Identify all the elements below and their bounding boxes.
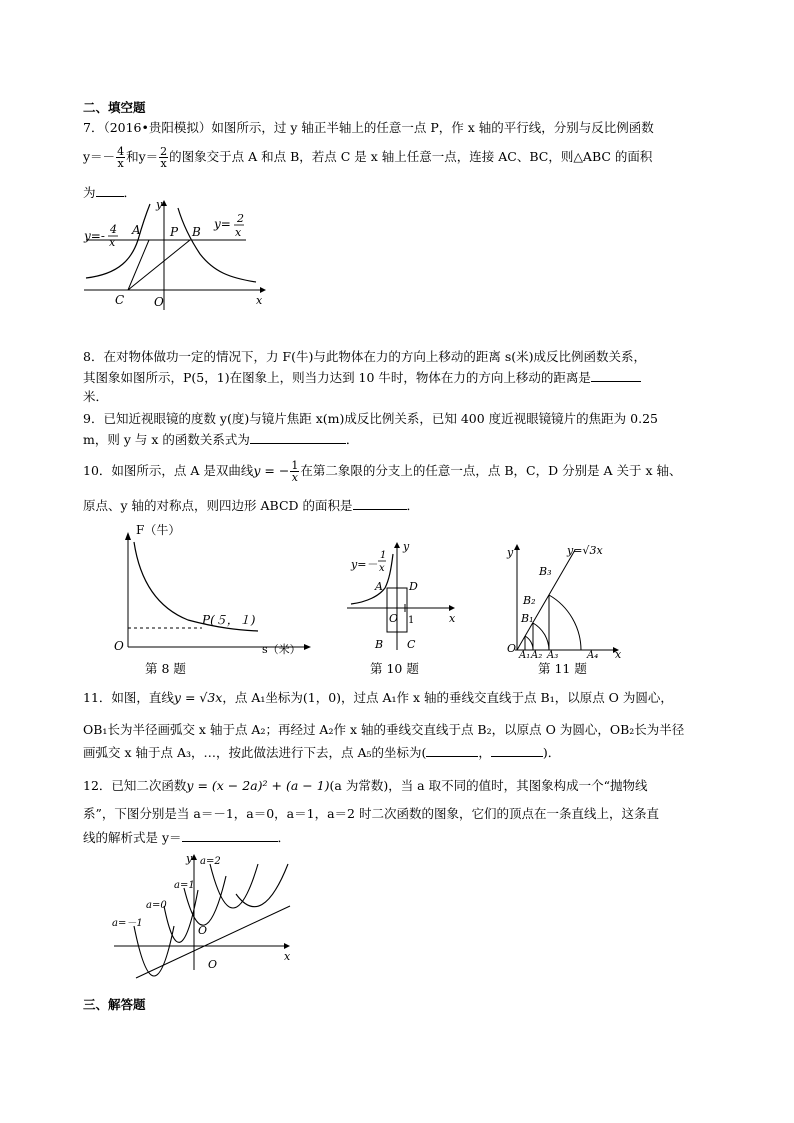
svg-text:x: x <box>256 294 263 307</box>
q7-answer-blank <box>96 184 124 197</box>
q9-line1: 9．已知近视眼镜的度数 y(度)与镜片焦距 x(m)成反比例关系，已知 400 度近视眼镜镜片的焦距为 0.25 <box>83 411 658 426</box>
q8-point-label: P(５，１) <box>202 613 256 627</box>
q7-segment-ac <box>128 240 149 290</box>
q7-label-c: C <box>115 293 125 307</box>
q9-answer-blank <box>250 431 346 444</box>
svg-text:O: O <box>389 612 399 625</box>
q7-frac1: $\frac{4}{x}$ <box>117 145 125 170</box>
q10-answer-blank <box>353 497 407 510</box>
q12-line1: 12．已知二次函数y = (x − 2a)² + (a − 1)(a 为常数)，当 a 取不同的值时，其图象构成一个“抛物线 <box>83 778 648 793</box>
q12-figure <box>112 850 297 982</box>
svg-text:O: O <box>114 639 124 653</box>
svg-text:A₁: A₁ <box>519 650 531 661</box>
svg-text:C: C <box>407 638 416 651</box>
q12-parabola-a-0 <box>164 890 198 942</box>
q8-ylabel: F（牛） <box>136 523 181 537</box>
svg-text:x: x <box>615 648 622 661</box>
svg-text:B₂: B₂ <box>523 594 536 607</box>
q7-label-o: O <box>154 295 164 309</box>
q8-answer-blank <box>591 369 641 382</box>
q10-line1: 10．如图所示，点 A 是双曲线y = − $\frac{1}{x}$ 在第二象限的分支上的任意一点，点 B，C，D 分别是 A 关于 x 轴、 <box>83 459 682 484</box>
q10-caption: 第 10 题 <box>370 661 419 676</box>
q7-figure <box>80 198 270 313</box>
svg-text:a=2: a=2 <box>200 856 221 867</box>
q11-figure <box>505 540 623 661</box>
q8-caption: 第 8 题 <box>145 661 186 676</box>
q7-left-eq: y=- <box>84 229 105 243</box>
svg-text:y: y <box>507 546 514 559</box>
q7-segment-bc <box>128 240 190 290</box>
q7-line1: 7．（2016•贵阳模拟）如图所示，过 y 轴正半轴上的任意一点 P，作 x 轴的平行线，分别与反比例函数 <box>83 120 654 135</box>
q10-line2: 原点、y 轴的对称点，则四边形 ABCD 的面积是 ． <box>83 498 420 513</box>
section-title-3: 三、解答题 <box>83 997 146 1012</box>
svg-text:D: D <box>409 580 418 593</box>
q8-xlabel: s（米） <box>262 643 301 656</box>
svg-text:A₄: A₄ <box>587 650 599 661</box>
svg-text:B₁: B₁ <box>521 612 534 625</box>
section-title: 二、填空题 <box>83 100 146 115</box>
q11-answer-blank-1 <box>426 744 478 757</box>
svg-text:A₂: A₂ <box>531 650 543 661</box>
q8-figure <box>108 522 318 657</box>
q7-line2: y＝－ $\frac{4}{x}$ 和y＝ $\frac{2}{x}$ 的图象交于点 A 和点 B，若点 C 是 x 轴上任意一点，连接 AC、BC，则△ABC 的面积 <box>83 145 653 170</box>
svg-text:y: y <box>156 198 163 211</box>
q8-line1: 8．在对物体做功一定的情况下，力 F(牛)与此物体在力的方向上移动的距离 s(米)成反比例函数关系， <box>83 349 646 364</box>
svg-text:a=0: a=0 <box>146 900 167 911</box>
q12-line2: 系”，下图分别是当 a＝－1，a＝0，a＝1，a＝2 时二次函数的图象，它们的顶点在一条直线上，这条直 <box>83 806 659 821</box>
q7-label-a: A <box>132 223 141 237</box>
q10-figure <box>345 540 460 658</box>
svg-text:O: O <box>198 924 208 937</box>
svg-text:x: x <box>284 950 291 963</box>
q11-line3: 画弧交 x 轴于点 A₃，…，按此做法进行下去，点 A₅的坐标为( ， )． <box>83 745 561 760</box>
svg-text:A₃: A₃ <box>547 650 559 661</box>
svg-text:x: x <box>379 563 385 574</box>
svg-text:a=1: a=1 <box>174 880 195 891</box>
q9-line2: m，则 y 与 x 的函数关系式为 ． <box>83 432 359 447</box>
svg-text:y: y <box>186 852 193 865</box>
svg-text:a=－1: a=－1 <box>112 918 143 929</box>
svg-text:A: A <box>375 580 383 593</box>
svg-text:1: 1 <box>380 550 387 561</box>
svg-text:x: x <box>449 612 456 625</box>
q11-caption: 第 11 题 <box>538 661 587 676</box>
q7-label-p: P <box>170 225 179 239</box>
q8-line3: 米． <box>83 389 109 404</box>
q11-arc <box>549 595 581 650</box>
svg-text:4: 4 <box>110 223 117 236</box>
q8-line2: 其图象如图所示，P(5，1)在图象上，则当力达到 10 牛时，物体在力的方向上移动的距离是 <box>83 369 641 386</box>
q7-frac2: $\frac{2}{x}$ <box>160 145 168 170</box>
q11-eq: y=√3x <box>567 544 603 557</box>
svg-text:x: x <box>109 236 116 249</box>
q11-answer-blank-2 <box>491 744 543 757</box>
q12-parabola-a-2 <box>210 864 258 908</box>
svg-text:B: B <box>375 638 384 651</box>
svg-text:B₃: B₃ <box>539 565 552 578</box>
svg-text:y: y <box>403 540 410 553</box>
svg-text:O: O <box>507 642 517 655</box>
q11-line2: OB₁长为半径画弧交 x 轴于点 A₂；再经过 A₂作 x 轴的垂线交直线于点 B₂，以原点 O 为圆心，OB₂长为半径 <box>83 722 685 737</box>
svg-text:1: 1 <box>408 615 415 626</box>
svg-text:O: O <box>208 958 218 971</box>
q12-answer-blank <box>182 829 278 842</box>
svg-text:2: 2 <box>237 212 244 225</box>
q7-right-eq: y= <box>214 217 231 231</box>
q12-parabola-a-m1 <box>134 926 174 976</box>
q7-line3: 为 ． <box>83 185 137 200</box>
svg-text:y=－: y=－ <box>351 558 378 571</box>
q11-line1: 11．如图，直线y = √3x，点 A₁坐标为(1，0)，过点 A₁作 x 轴的垂线交直线于点 B₁，以原点 O 为圆心， <box>83 690 673 705</box>
q7-label-b: B <box>192 225 201 239</box>
svg-text:x: x <box>235 226 242 239</box>
q12-line3: 线的解析式是 y＝ ． <box>83 830 291 845</box>
